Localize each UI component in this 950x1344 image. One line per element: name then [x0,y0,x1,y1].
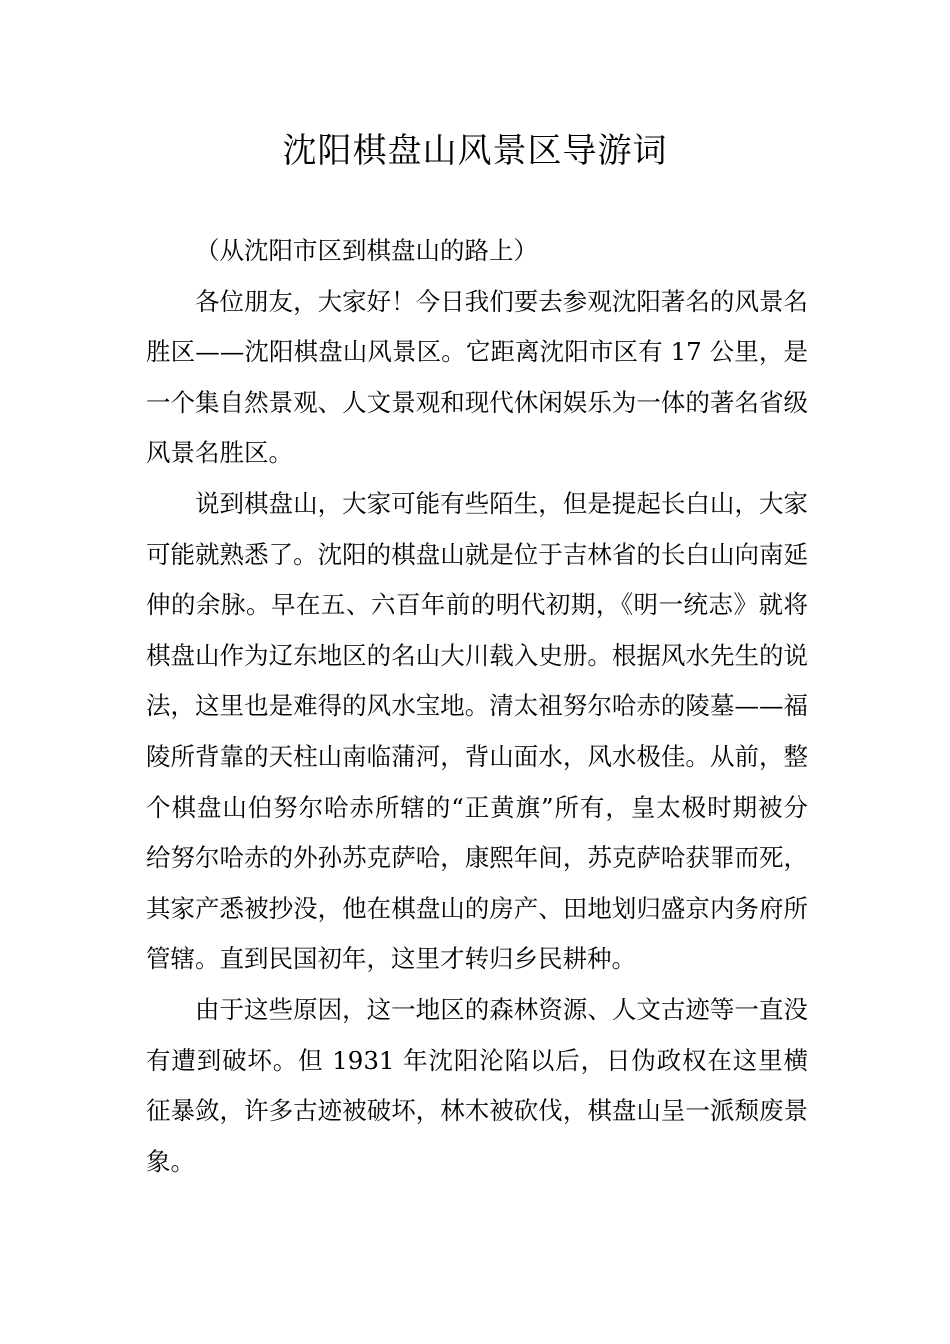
paragraph-route-note: （从沈阳市区到棋盘山的路上） [195,236,538,265]
paragraph-history: 说到棋盘山，大家可能有些陌生，但是提起长白山，大家可能就熟悉了。沈阳的棋盘山就是位于吉林省的长白山向南延伸的余脉。早在五、六百年前的明代初期，《明一统志》就将棋盘山作为辽东地区的名山大川载入史册。根据风水先生的说法，这里也是难得的风水宝地。清太祖努尔哈赤的陵墓——福陵所背靠的天柱山南临蒲河，背山面水，风水极佳。从前，整个棋盘山伯努尔哈赤所辖的“正黄旗”所有，皇太极时期被分给努尔哈赤的外孙苏克萨哈，康熙年间，苏克萨哈获罪而死，其家产悉被抄没，他在棋盘山的房产、田地划归盛京内务府所管辖。直到民国初年，这里才转归乡民耕种。 [146,488,808,974]
paragraph-greeting: 各位朋友，大家好！今日我们要去参观沈阳著名的风景名胜区——沈阳棋盘山风景区。它距离沈阳市区有 17 公里，是一个集自然景观、人文景观和现代休闲娱乐为一体的著名省级风景名胜区。 [146,286,808,468]
paragraph-destruction: 由于这些原因，这一地区的森林资源、人文古迹等一直没有遭到破坏。但 1931 年沈阳沦陷以后，日伪政权在这里横征暴敛，许多古迹被破坏，林木被砍伐，棋盘山呈一派颓废景象。 [146,994,808,1176]
document-title: 沈阳棋盘山风景区导游词 [282,131,668,171]
document-body [146,226,808,1187]
